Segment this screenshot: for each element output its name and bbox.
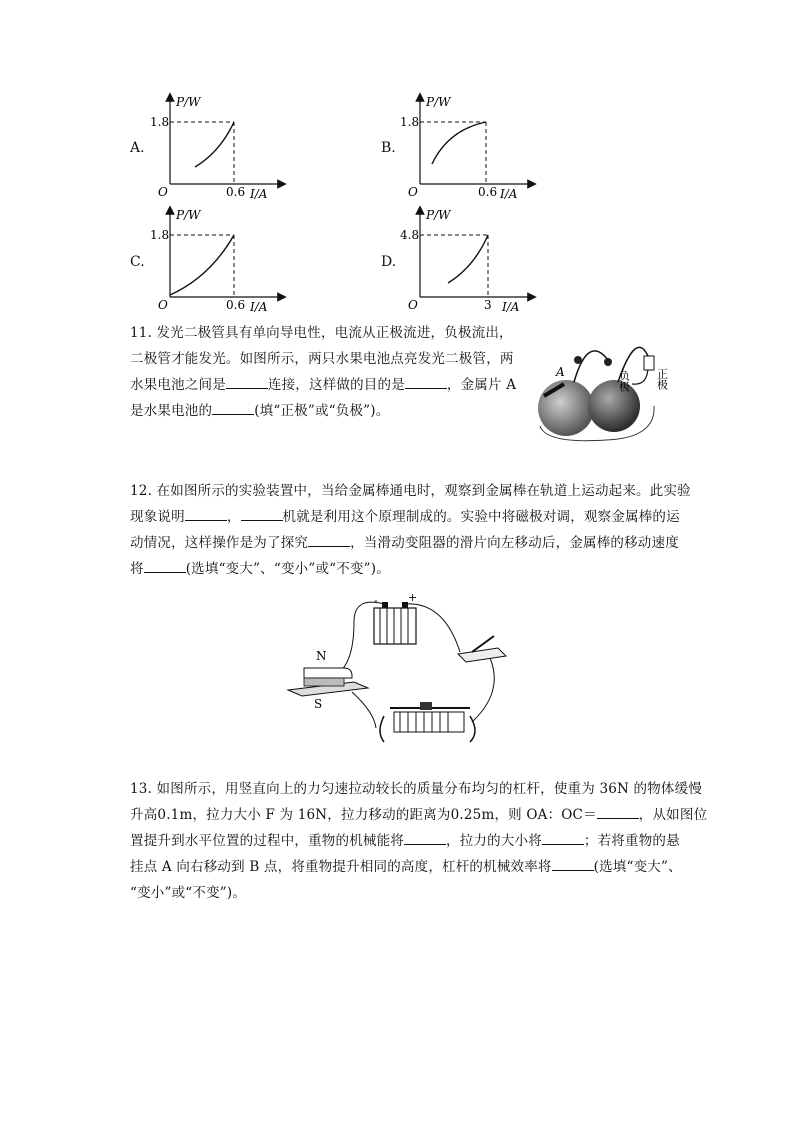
curve [432,122,486,164]
wire [574,351,608,382]
option-d-graph [400,205,540,315]
q12-line-3: 动情况，这样操作是为了探究 ，当滑动变阻器的滑片向左移动后，金属棒的移动速度 [130,530,691,556]
y-tick-label: 1.8 [150,228,170,242]
x-axis-label: I/A [250,187,268,201]
answer-blank[interactable] [212,400,254,415]
clip-icon [604,358,612,366]
north-pole-label: N [316,649,327,663]
q11-line-4: 是水果电池的 (填“正极”或“负极”)。 [130,398,516,424]
answer-blank[interactable] [404,830,446,845]
metal-rod [304,678,344,686]
fruit-right [588,380,640,432]
y-tick-label: 1.8 [400,115,420,129]
question-11 [130,320,516,424]
q11-line-3: 水果电池之间是 连接，这样做的目的是 ，金属片 A [130,372,516,398]
q12-line-1: 12. 在如图所示的实验装置中，当给金属棒通电时，观察到金属棒在轨道上运动起来。此实验 [130,483,691,499]
wire [352,692,376,728]
x-tick-label: 0.6 [226,185,246,199]
fruit-left [538,380,594,436]
negative-pole-label: 负极 [617,370,631,392]
answer-blank[interactable] [542,830,584,845]
q13-line-2: 升高0.1m，拉力大小 F 为 16N，拉力移动的距离为0.25m，则 OA：OC＝ ，从如图位 [130,802,707,828]
curve [448,235,488,283]
answer-blank[interactable] [185,506,227,521]
x-axis-label: I/A [500,187,518,201]
plus-label: + [408,592,418,604]
option-c-label: C. [130,254,145,270]
x-tick-label: 0.6 [478,185,498,199]
option-b-graph [400,92,540,202]
rail-experiment-figure [284,592,514,752]
answer-blank[interactable] [144,558,186,573]
south-pole-label: S [314,697,323,711]
q11-line-2: 二极管才能发光。如图所示，两只水果电池点亮发光二极管，两 [130,351,514,367]
q13-line-4: 挂点 A 向右移动到 B 点，将重物提升相同的高度，杠杆的机械效率将 (选填“变大”、 [130,854,707,880]
minus-label: - [374,594,378,607]
plate-a-label: A [556,365,565,379]
x-axis-label: I/A [250,300,268,314]
option-a-label: A. [130,140,145,156]
origin-label: O [158,185,168,199]
y-axis-label: P/W [426,95,451,109]
q13-line-3: 置提升到水平位置的过程中，重物的机械能将 ，拉力的大小将 ；若将重物的悬 [130,828,707,854]
answer-blank[interactable] [308,532,350,547]
q13-line-1: 13. 如图所示，用竖直向上的力匀速拉动较长的质量分布均匀的杠杆，使重为 36N 的物体缓慢 [130,781,703,797]
option-c-graph [150,205,290,315]
y-tick-label: 4.8 [400,228,420,242]
switch-icon[interactable] [458,648,506,662]
y-tick-label: 1.8 [150,115,170,129]
wire [472,658,494,722]
curve [170,235,234,295]
answer-blank[interactable] [597,804,639,819]
q13-line-5: “变小”或“不变”)。 [130,885,247,901]
x-tick-label: 3 [484,298,492,312]
y-axis-label: P/W [176,208,201,222]
y-axis-label: P/W [426,208,451,222]
clip-icon [574,356,582,364]
option-b-label: B. [381,140,396,156]
curve [195,122,234,167]
rheostat-icon [394,712,464,732]
q12-line-2: 现象说明 ， 机就是利用这个原理制成的。实验中将磁极对调，观察金属棒的运 [130,504,691,530]
option-d-label: D. [381,254,397,270]
answer-blank[interactable] [241,506,283,521]
magnet-icon [304,668,352,678]
answer-blank[interactable] [226,374,268,389]
x-axis-label: I/A [502,300,520,314]
q12-line-4: 将 (选填“变大”、“变小”或“不变”)。 [130,556,691,582]
answer-blank[interactable] [405,374,447,389]
led-icon [644,356,654,370]
slider-icon[interactable] [420,702,432,710]
fruit-battery-figure [536,326,676,444]
option-a-graph [150,92,290,202]
question-13 [130,776,707,906]
x-tick-label: 0.6 [226,298,246,312]
q11-line-1: 11. 发光二极管具有单向导电性，电流从正极流进，负极流出， [130,325,513,341]
origin-label: O [408,298,418,312]
positive-pole-label: 正极 [655,368,669,390]
origin-label: O [158,298,168,312]
origin-label: O [408,185,418,199]
y-axis-label: P/W [176,95,201,109]
question-12 [130,478,691,582]
answer-blank[interactable] [552,856,594,871]
